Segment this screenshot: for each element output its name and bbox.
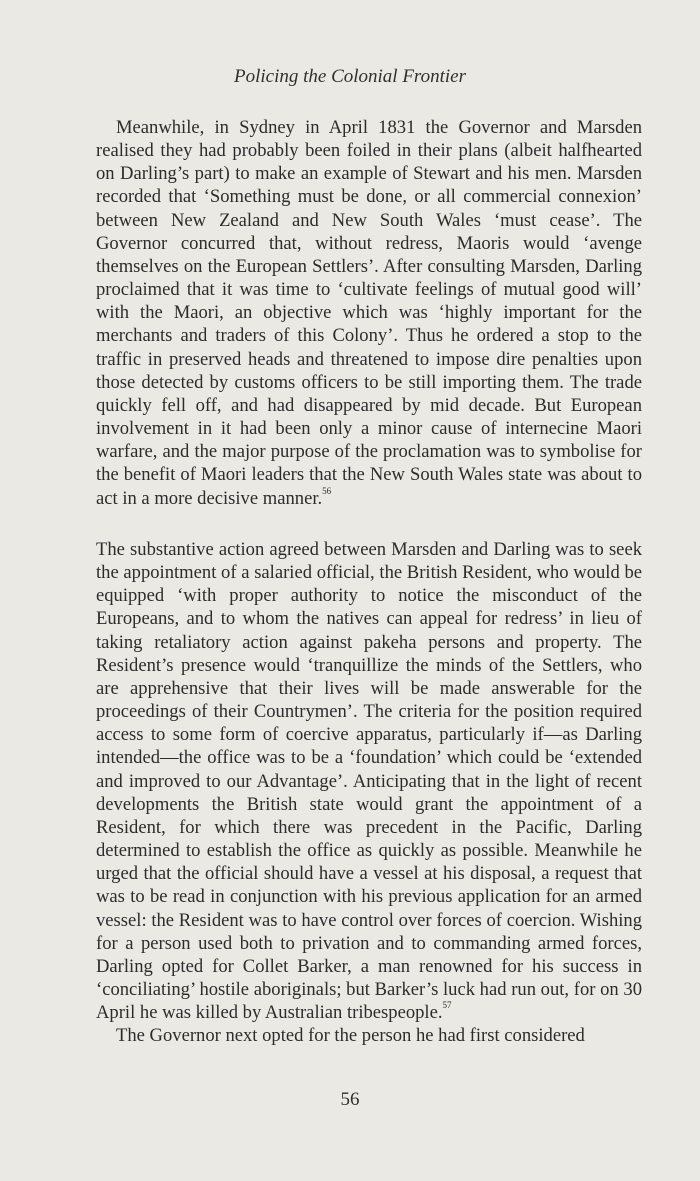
footnote-ref: 57 (442, 1000, 452, 1011)
paragraph-text: The Governor next opted for the person he had first considered (116, 1025, 585, 1047)
text-block-1 (96, 116, 642, 510)
paragraph (96, 116, 642, 510)
paragraph-text: Meanwhile, in Sydney in April 1831 the Governor and Marsden realised they had probably been foiled in their plans (albeit halfhearted on Darling’s part) to make an example of Stewart and his men. Marsden recorded that ‘Something must be done, or all commercial connexion’ between New Zealand and New South Wales ‘must cease’. The Governor concurred that, without redress, Maoris would ‘avenge themselves on the European Settlers’. After consulting Marsden, Darling proclaimed that it was time to ‘cultivate feelings of mutual good will’ with the Maori, an objective which was ‘highly important for the merchants and traders of this Colony’. Thus he ordered a stop to the traffic in preserved heads and threatened to impose dire penalties upon those detected by customs officers to be still importing them. The trade quickly fell off, and had disappeared by mid decade. But European involvement in it had been only a minor cause of internecine Maori warfare, and the major purpose of the proclamation was to symbolise for the benefit of Maori leaders that the New South Wales state was about to act in a more decisive manner. (96, 117, 642, 509)
running-head: Policing the Colonial Frontier (233, 66, 467, 87)
paragraph (96, 538, 642, 1024)
text-block-2 (96, 538, 642, 1047)
footnote-ref: 56 (322, 485, 332, 496)
paragraph-text: The substantive action agreed between Marsden and Darling was to seek the appointment of a salaried official, the British Resident, who would be equipped ‘with proper authority to notice the misconduct of the Europeans, and to whom the natives can appeal for redress’ in lieu of taking retaliatory action against pakeha persons and property. The Resident’s presence would ‘tranquillize the minds of the Settlers, who are apprehensive that their lives will be made answerable for the proceedings of their Countrymen’. The criteria for the position required access to some form of coercive apparatus, particularly if—as Darling intended—the office was to be a ‘foundation’ which could be ‘extended and improved to our Advantage’. Anticipating that in the light of recent developments the British state would grant the appointment of a Resident, for which there was precedent in the Pacific, Darling determined to establish the office as quickly as possible. Meanwhile he urged that the official should have a vessel at his disposal, a request that was to be read in conjunction with his previous application for an armed vessel: the Resident was to have control over forces of coercion. Wishing for a person used both to privation and to commanding armed forces, Darling opted for Collet Barker, a man renowned for his success in ‘conciliating’ hostile aboriginals; but Barker’s luck had run out, for on 30 April he was killed by Australian tribespeople. (96, 539, 642, 1024)
paragraph (96, 1024, 642, 1047)
page-number: 56 (340, 1089, 360, 1110)
